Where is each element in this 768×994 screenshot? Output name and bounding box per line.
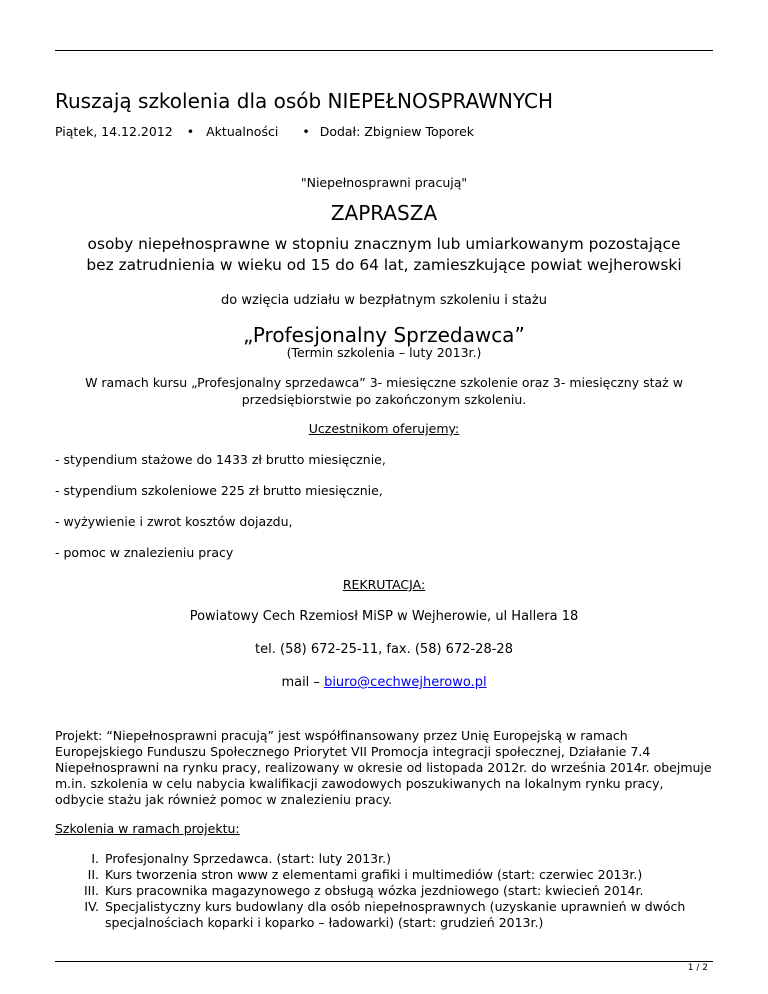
article-meta (55, 123, 713, 141)
offer-item: - pomoc w znalezieniu pracy (55, 545, 234, 560)
bottom-divider (55, 961, 713, 962)
top-divider (55, 50, 713, 51)
course-term: (Termin szkolenia – luty 2013r.) (286, 345, 482, 360)
article-title: Ruszają szkolenia dla osób NIEPEŁNOSPRAWNYCH (55, 89, 553, 113)
offer-item: - wyżywienie i zwrot kosztów dojazdu, (55, 514, 293, 529)
course-description: W ramach kursu „Profesjonalny sprzedawca” 3- miesięczne szkolenie oraz 3- miesięczny staż w przedsiębiorstwie po zakończonym szkoleniu. (85, 375, 683, 407)
target-group (55, 234, 713, 276)
training-item: II. Kurs tworzenia stron www z elementami grafiki i multimediów (start: czerwiec 2013r.) (103, 867, 713, 883)
mail-label: mail – (281, 675, 325, 690)
target-line: osoby niepełnosprawne w stopniu znacznym lub umiarkowanym pozostające (87, 235, 681, 253)
recruitment-heading-text: REKRUTACJA: (342, 577, 426, 592)
bullet-separator: • (302, 124, 310, 139)
project-description: Projekt: “Niepełnosprawni pracują” jest współfinansowany przez Unię Europejską w ramach Europejskiego Funduszu Społecznego Priorytet VII Promocja integracji społecznej, Działanie 7.4 Niepełnosprawni na rynku pracy, realizowany w okresie od listopada 2012r. do września 2014r. obejmuje m.in. szkolenia w celu nabycia kwalifikacji zawodowych poszukiwanych na lokalnym rynku pracy, odbycie stażu jak również pomoc w znalezieniu pracy. (55, 728, 712, 807)
course-title: „Profesjonalny Sprzedawca” (243, 323, 525, 347)
article (55, 88, 713, 931)
training-item: III. Kurs pracownika magazynowego z obsługą wózka jezdniowego (start: kwiecień 2014r. (103, 883, 713, 899)
program-name: "Niepełnosprawni pracują" (300, 175, 468, 190)
email-link[interactable]: biuro@cechwejherowo.pl (324, 675, 487, 690)
contact-mail (55, 674, 713, 692)
article-author: Dodał: Zbigniew Toporek (319, 124, 475, 139)
article-category: Aktualności (206, 124, 279, 139)
contact-phone: tel. (58) 672-25-11, fax. (58) 672-28-28 (255, 642, 513, 657)
offer-item: - stypendium szkoleniowe 225 zł brutto miesięcznie, (55, 483, 383, 498)
article-date: Piątek, 14.12.2012 (55, 124, 173, 139)
page-number: 1 / 2 (687, 963, 708, 973)
offer-heading (55, 421, 713, 437)
training-item: IV. Specjalistyczny kurs budowlany dla osób niepełnosprawnych (uzyskanie uprawnień w dwóch specjalnościach koparki i koparko – ładowarki) (start: grudzień 2013r.) (103, 899, 713, 931)
invites-heading: ZAPRASZA (330, 201, 438, 225)
contact-address: Powiatowy Cech Rzemiosł MiSP w Wejherowie, ul Hallera 18 (189, 609, 579, 624)
offer-heading-text: Uczestnikom oferujemy: (308, 421, 460, 436)
training-item: I. Profesjonalny Sprzedawca. (start: luty 2013r.) (103, 851, 713, 867)
invite-line: do wzięcia udziału w bezpłatnym szkoleniu i stażu (221, 293, 547, 308)
trainings-list (55, 851, 713, 931)
target-line: bez zatrudnienia w wieku od 15 do 64 lat, zamieszkujące powiat wejherowski (86, 256, 682, 274)
bullet-separator: • (186, 124, 195, 139)
recruitment-heading (55, 577, 713, 593)
trainings-heading: Szkolenia w ramach projektu: (55, 821, 240, 836)
offer-item: - stypendium stażowe do 1433 zł brutto miesięcznie, (55, 452, 386, 467)
